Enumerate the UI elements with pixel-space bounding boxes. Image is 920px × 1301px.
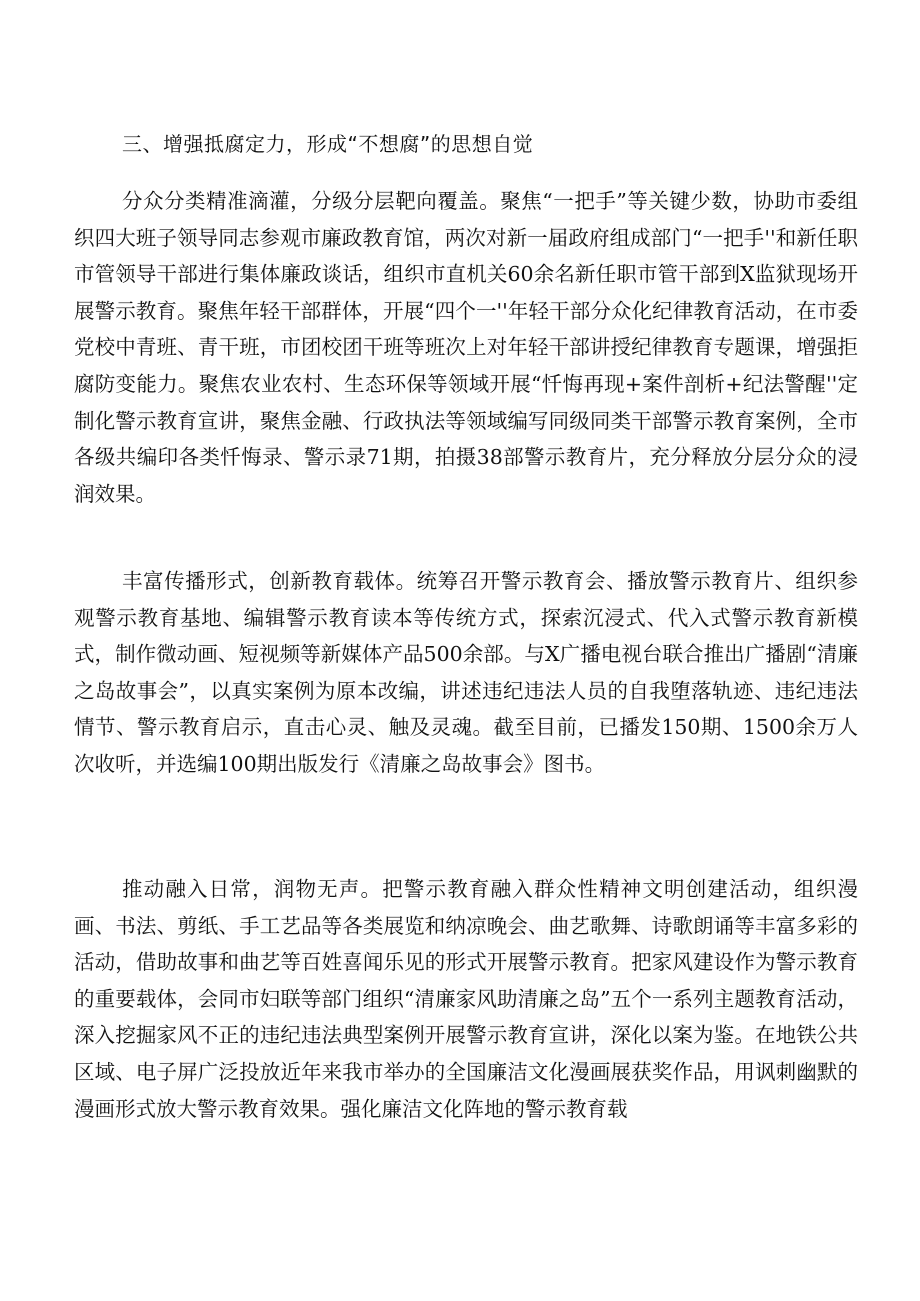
- paragraph-lead: 丰富传播形式，创新教育载体。: [122, 569, 417, 593]
- paragraph-lead: 分众分类精准滴灌，分级分层靶向覆盖。: [122, 189, 501, 213]
- paragraph: [74, 871, 858, 1127]
- paragraph-body: 聚焦“一把手”等关键少数，协助市委组织四大班子领导同志参观市廉政教育馆，两次对新一届政府组成部门“一把手''和新任职市管领导干部进行集体廉政谈话，组织市直机关60余名新任职市管干部到X监狱现场开展警示教育。聚焦年轻干部群体，开展“四个一''年轻干部分众化纪律教育活动，在市委党校中青班、青干班，市团校团干班等班次上对年轻干部讲授纪律教育专题课，增强拒腐防变能力。聚焦农业农村、生态环保等领域开展“忏悔再现+案件剖析+纪法警醒''定制化警示教育宣讲，聚焦金融、行政执法等领域编写同级同类干部警示教育案例，全市各级共编印各类忏悔录、警示录71期，拍摄38部警示教育片，充分释放分层分众的浸润效果。: [74, 189, 858, 506]
- paragraph-lead: 推动融入日常，润物无声。: [122, 877, 383, 901]
- section-heading: 三、增强抵腐定力，形成“不想腐”的思想自觉: [122, 132, 534, 156]
- paragraph-body: 统筹召开警示教育会、播放警示教育片、组织参观警示教育基地、编辑警示教育读本等传统方式，探索沉浸式、代入式警示教育新模式，制作微动画、短视频等新媒体产品500余部。与X广播电视台联合推出广播剧“清廉之岛故事会”，以真实案例为原本改编，讲述违纪违法人员的自我堕落轨迹、违纪违法情节、警示教育启示，直击心灵、触及灵魂。截至目前，已播发150期、1500余万人次收听，并选编100期出版发行《清廉之岛故事会》图书。: [74, 569, 859, 776]
- paragraph: [74, 183, 858, 512]
- paragraph-body: 把警示教育融入群众性精神文明创建活动，组织漫画、书法、剪纸、手工艺品等各类展览和纳凉晚会、曲艺歌舞、诗歌朗诵等丰富多彩的活动，借助故事和曲艺等百姓喜闻乐见的形式开展警示教育。把家风建设作为警示教育的重要载体，会同市妇联等部门组织“清廉家风助清廉之岛”五个一系列主题教育活动，深入挖掘家风不正的违纪违法典型案例开展警示教育宣讲，深化以案为鉴。在地铁公共区域、电子屏广泛投放近年来我市举办的全国廉洁文化漫画展获奖作品，用讽刺幽默的漫画形式放大警示教育效果。强化廉洁文化阵地的警示教育载: [74, 877, 859, 1121]
- paragraph: [74, 563, 858, 783]
